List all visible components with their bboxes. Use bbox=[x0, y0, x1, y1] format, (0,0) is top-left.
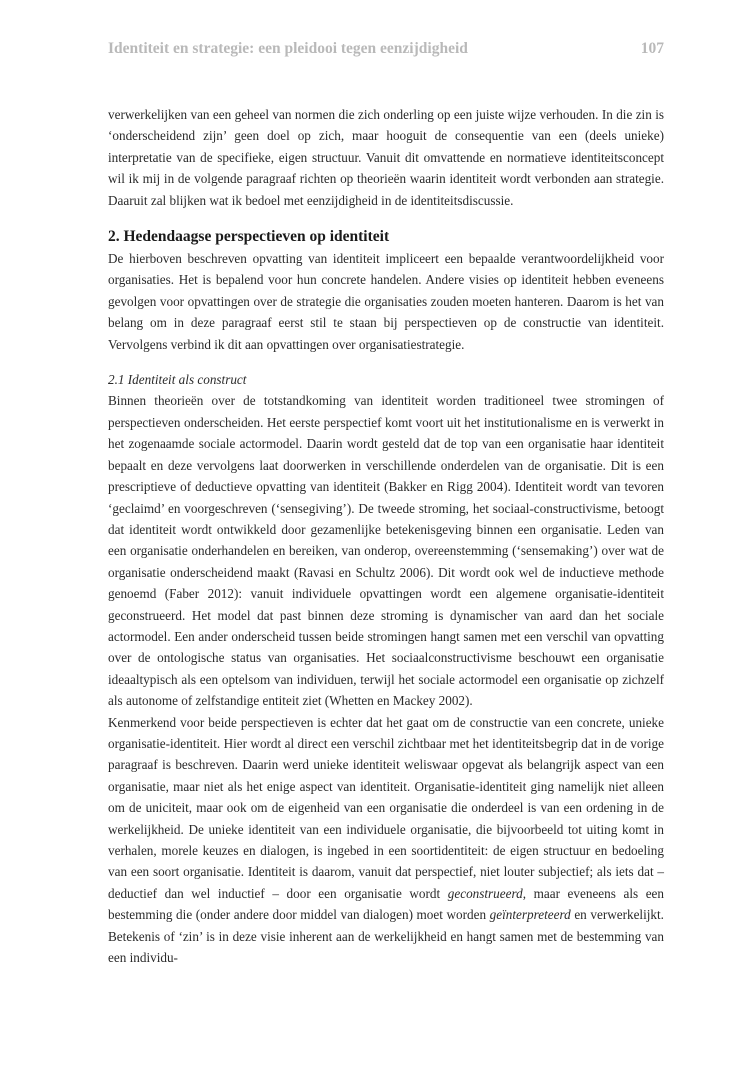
paragraph-text-a: Kenmerkend voor beide perspectieven is echter dat het gaat om de constructie van een concrete, unieke organisatie-identiteit. Hier wordt al direct een verschil zichtbaar met het identiteitsbegrip dat in de vorige paragraaf is beschreven. Daarin werd unieke identiteit weliswaar opgevat als belangrijk aspect van een organisatie, maar niet als het enige aspect van identiteit. Organisatie-identiteit ging namelijk niet alleen om de uniciteit, maar ook om de eigenheid van een organisatie die onderdeel is van een ordening in de werkelijkheid. De unieke identiteit van een individuele organisatie, die bijvoorbeeld tot uiting komt in verhalen, morele keuzes en dialogen, is ingebed in een soortidentiteit: de eigen structuur en bedoeling van een soort organisatie. Identiteit is daarom, vanuit dat perspectief, niet louter subjectief; als iets dat – deductief dan wel inductief – door een organisatie wordt bbox=[108, 714, 664, 901]
section-heading: 2. Hedendaagse perspectieven op identiteit bbox=[108, 228, 390, 246]
paragraph-intro: verwerkelijken van een geheel van normen die zich onderling op een juiste wijze verhouden. In die zin is ‘onderscheidend zijn’ geen doel op zich, maar hooguit de consequentie van een (deels unieke) interpretatie van de specifieke, eigen structuur. Vanuit dit omvattende en normatieve identiteitsconcept wil ik mij in de volgende paragraaf richten op theorieën waarin identiteit wordt verbonden aan strategie. Daaruit zal blijken wat ik bedoel met eenzijdigheid in de identiteitsdiscussie. bbox=[108, 107, 664, 208]
emphasis-geconstrueerd: geconstrueerd bbox=[447, 885, 523, 901]
page-body bbox=[108, 104, 664, 968]
section-paragraph: De hierboven beschreven opvatting van identiteit impliceert een bepaalde verantwoordelijkheid voor organisaties. Het is bepalend voor hun concrete handelen. Andere visies op identiteit hebben eveneens gevolgen voor opvattingen over de strategie die organisaties zouden moeten hanteren. Daarom is het van belang om in deze paragraaf eerst stil te staan bij perspectieven op de constructie van identiteit. Vervolgens verbind ik dit aan opvattingen over organisatiestrategie. bbox=[108, 251, 664, 352]
subsection-paragraph-2 bbox=[108, 712, 664, 969]
emphasis-geinterpreteerd: geïnterpreteerd bbox=[489, 907, 571, 923]
running-head bbox=[108, 40, 664, 58]
subsection-paragraph-1: Binnen theorieën over de totstandkoming van identiteit worden traditioneel twee stromingen of perspectieven onderscheiden. Het eerste perspectief komt voort uit het institutionalisme en is verwerkt in het zogenaamde sociale actormodel. Daarin wordt gesteld dat de top van een organisatie haar identiteit bepaalt en deze vervolgens laat doorwerken in verschillende onderdelen van de organisatie. Dit is een prescriptieve of deductieve opvatting van identiteit (Bakker en Rigg 2004). Identiteit wordt van tevoren ‘geclaimd’ en voorgeschreven (‘sensegiving’). De tweede stroming, het sociaal-constructivisme, betoogt dat identiteit wordt ontwikkeld door gezamenlijke betekenisgeving binnen een organisatie. Leden van een organisatie onderhandelen en bereiken, van onderop, overeenstemming (‘sensemaking’) over wat de organisatie onderscheidend maakt (Ravasi en Schultz 2006). Dit wordt ook wel de inductieve methode genoemd (Faber 2012): vanuit individuele opvattingen wordt een algemene organisatie-identiteit geconstrueerd. Het model dat past binnen deze stroming is dynamischer van aard dan het sociale actormodel. Een ander onderscheid tussen beide stromingen hangt samen met een verschil van opvatting over de ontologische status van organisaties. Het sociaalconstructivisme beschouwt een organisatie ideaaltypisch als een optelsom van individuen, terwijl het sociale actormodel een organisatie op zichzelf als autonome of zelfstandige entiteit ziet (Whetten en Mackey 2002). bbox=[108, 393, 664, 709]
paragraph-text-c: en verwerkelijkt. Betekenis of ‘zin’ is in deze visie inherent aan de werkelijkheid en hangt samen met de bestemming van een individu- bbox=[108, 907, 664, 966]
subsection-heading: 2.1 Identiteit als construct bbox=[108, 372, 247, 388]
running-head-title: Identiteit en strategie: een pleidooi tegen eenzijdigheid bbox=[108, 40, 468, 57]
page-number: 107 bbox=[640, 40, 664, 57]
paragraph-text-b: , maar eveneens als een bestemming die (onder andere door middel van dialogen) moet worden bbox=[108, 885, 664, 923]
